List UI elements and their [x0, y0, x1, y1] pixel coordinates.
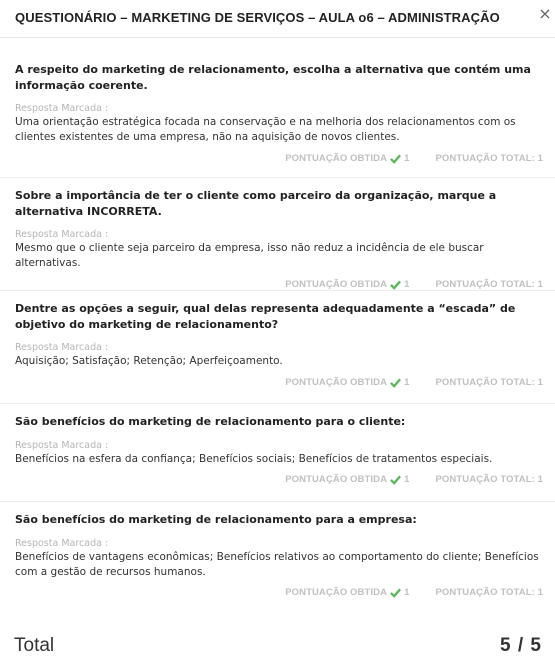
score-obtained-value: 1	[404, 474, 410, 485]
score-total-value: 1	[537, 474, 543, 485]
score-obtained-value: 1	[404, 278, 410, 290]
question-text: Sobre a importância de ter o cliente como parceiro da organização, marque a alternativa INCORRETA.	[15, 189, 497, 218]
score-row	[15, 145, 543, 171]
score-row	[15, 369, 543, 395]
score-obtained-label: PONTUAÇÃO OBTIDA	[285, 376, 388, 388]
score-total	[435, 474, 543, 485]
score-row	[15, 467, 543, 493]
check-icon	[390, 279, 401, 290]
total-label: Total	[14, 635, 55, 656]
score-obtained	[285, 279, 409, 290]
score-obtained-value: 1	[404, 587, 410, 598]
question-item	[0, 502, 555, 616]
answer-label: Resposta Marcada :	[15, 537, 109, 549]
answer-text: Mesmo que o cliente seja parceiro da empresa, isso não reduz a incidência de ele buscar alternativas.	[15, 242, 484, 269]
question-list	[0, 52, 555, 616]
score-obtained-label: PONTUAÇÃO OBTIDA	[285, 278, 388, 290]
question-text: São benefícios do marketing de relacionamento para o cliente:	[15, 415, 406, 428]
score-obtained-value: 1	[404, 152, 410, 164]
answer-label: Resposta Marcada :	[15, 342, 109, 353]
check-icon	[390, 377, 401, 388]
question-item	[0, 404, 555, 502]
score-total-label: PONTUAÇÃO TOTAL:	[435, 278, 535, 290]
modal-header	[0, 0, 555, 38]
score-obtained	[285, 474, 409, 485]
score-total-value: 1	[537, 587, 543, 598]
score-row	[15, 580, 543, 606]
question-text: São benefícios do marketing de relacionamento para a empresa:	[15, 513, 417, 526]
answer-text: Uma orientação estratégica focada na conservação e na melhoria dos relacionamentos com os clientes existentes de uma empresa, não na aquisição de novos clientes.	[15, 116, 516, 143]
answer-label: Resposta Marcada :	[15, 439, 109, 451]
question-item	[0, 178, 555, 291]
check-icon	[390, 587, 401, 598]
score-total-label: PONTUAÇÃO TOTAL:	[435, 587, 535, 598]
check-icon	[390, 153, 401, 164]
answer-label: Resposta Marcada :	[15, 229, 109, 240]
score-obtained-value: 1	[404, 376, 410, 388]
question-text: Dentre as opções a seguir, qual delas representa adequadamente a “escada” de objetivo do marketing de relacionamento?	[15, 302, 516, 331]
score-total	[435, 153, 543, 164]
answer-text: Benefícios na esfera da confiança; Benefícios sociais; Benefícios de tratamentos especiais.	[15, 452, 493, 465]
score-total	[435, 377, 543, 388]
score-total-value: 1	[537, 152, 543, 164]
score-obtained	[285, 153, 409, 164]
score-total-value: 1	[537, 376, 543, 388]
total-score: 5 / 5	[500, 635, 542, 656]
score-total	[435, 587, 543, 598]
total-footer	[0, 622, 555, 667]
close-icon[interactable]: ×	[538, 4, 552, 23]
answer-text: Benefícios de vantagens econômicas; Benefícios relativos ao comportamento do cliente; Benefícios com a gestão de recursos humanos.	[15, 550, 539, 578]
check-icon	[390, 474, 401, 485]
score-total-label: PONTUAÇÃO TOTAL:	[435, 152, 535, 164]
answer-text: Aquisição; Satisfação; Retenção; Aperfeiçoamento.	[15, 355, 283, 367]
score-obtained	[285, 377, 409, 388]
question-item	[0, 291, 555, 404]
score-obtained-label: PONTUAÇÃO OBTIDA	[285, 152, 388, 164]
score-obtained-label: PONTUAÇÃO OBTIDA	[285, 587, 388, 598]
answer-label: Resposta Marcada :	[15, 103, 109, 114]
score-obtained-label: PONTUAÇÃO OBTIDA	[285, 474, 388, 485]
score-total-label: PONTUAÇÃO TOTAL:	[435, 474, 535, 485]
score-total	[435, 279, 543, 290]
score-obtained	[285, 587, 409, 598]
score-total-value: 1	[537, 278, 543, 290]
question-item	[0, 52, 555, 178]
page-title: QUESTIONÁRIO – MARKETING DE SERVIÇOS – AULA o6 – ADMINISTRAÇÃO	[15, 10, 500, 25]
question-text: A respeito do marketing de relacionamento, escolha a alternativa que contém uma informação coerente.	[15, 63, 531, 92]
score-total-label: PONTUAÇÃO TOTAL:	[435, 376, 535, 388]
